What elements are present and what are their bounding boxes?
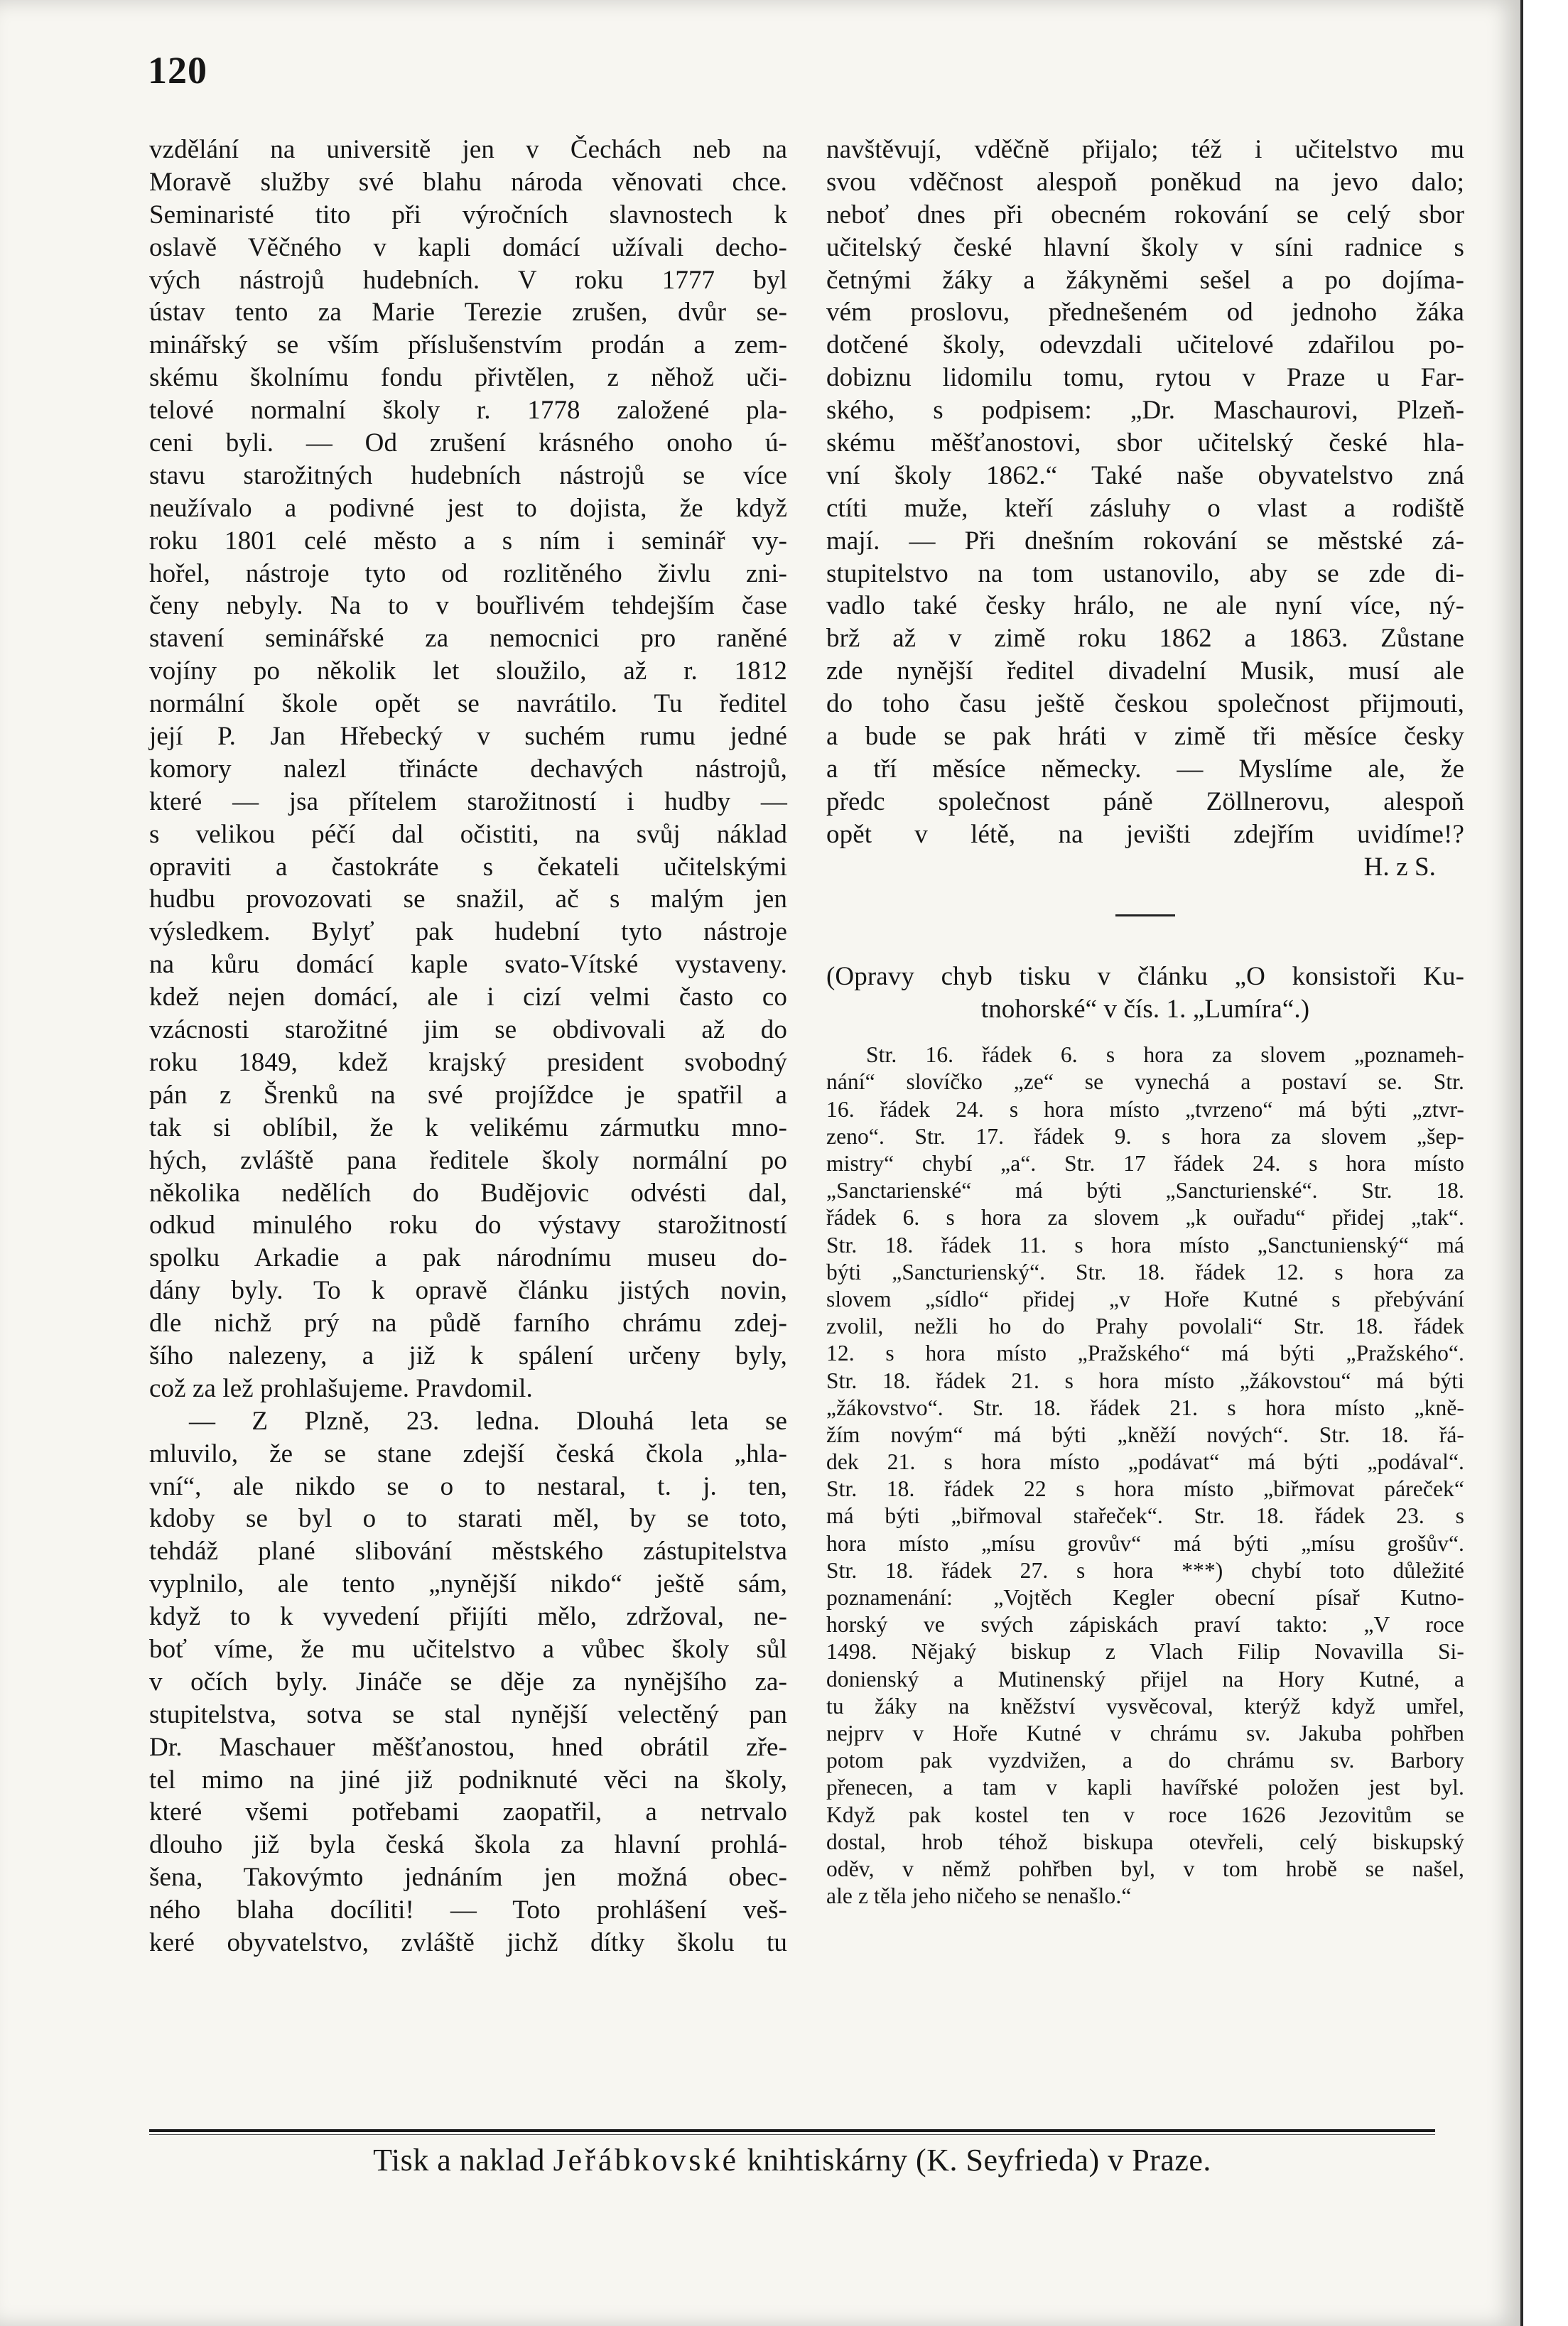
- corrections-line: má býti „biřmoval stařeček“. Str. 18. řádek 23. s: [826, 1503, 1464, 1529]
- left-column-line: šího nalezeny, a již k spálení určeny byly,: [149, 1341, 787, 1370]
- left-column: [149, 134, 787, 1959]
- left-column-line: stavu starožitných hudebních nástrojů se více: [149, 460, 787, 490]
- corrections-line: 1498. Nějaký biskup z Vlach Filip Novavilla Si-: [826, 1639, 1464, 1665]
- right-column-line: vém proslovu, přednešeném od jednoho žáka: [826, 298, 1464, 328]
- left-column-line: roku 1849, kdež krajský president svobodný: [149, 1047, 787, 1077]
- corrections-title: [826, 961, 1464, 1026]
- left-column-line: vojíny po několik let sloužilo, až r. 1812: [149, 656, 787, 686]
- left-column-line: šena, Takovýmto jednáním jen možná obec-: [149, 1863, 787, 1893]
- corrections-line: Str. 16. řádek 6. s hora za slovem „poznameh-: [866, 1042, 1464, 1068]
- footer-rule-thin: [149, 2134, 1435, 2135]
- left-column-line: ného blaha docíliti! — Toto prohlášení veš-: [149, 1895, 787, 1925]
- right-column-line: navštěvují, vděčně přijalo; též i učitelstvo mu: [826, 135, 1464, 164]
- corrections-line: Str. 18. řádek 27. s hora ***) chybí toto důležité: [826, 1557, 1464, 1583]
- imprint-prefix: Tisk a naklad: [373, 2143, 553, 2178]
- corrections-line: dostal, hrob téhož biskupa otevřeli, celý biskupský: [826, 1829, 1464, 1854]
- left-column-line: vzdělání na universitě jen v Čechách neb na: [149, 135, 787, 164]
- corrections-line: žím novým“ má býti „kněží nových“. Str. 18. řá-: [826, 1422, 1464, 1447]
- left-column-line: dlouho již byla česká škola za hlavní prohlá-: [149, 1830, 787, 1860]
- corrections-line: Když pak kostel ten v roce 1626 Jezovitům se: [826, 1802, 1464, 1827]
- right-column-line: dobiznu lidomilu tomu, rytou v Praze u Far-: [826, 363, 1464, 393]
- left-column-line: minářský se vším příslušenstvím prodán a zem-: [149, 330, 787, 360]
- left-column-line: normální škole opět se navrátilo. Tu ředitel: [149, 689, 787, 719]
- corrections-line: oděv, v němž pohřben byl, v tom hrobě se našel,: [826, 1856, 1464, 1881]
- left-column-line: skému školnímu fondu přivtělen, z něhož uči-: [149, 363, 787, 393]
- left-column-line: ceni byli. — Od zrušení krásného onoho ú-: [149, 428, 787, 458]
- left-column-line: komory nalezl třinácte dechavých nástrojů,: [149, 754, 787, 784]
- right-column-line: předc společnost páně Zöllnerovu, alespoň: [826, 786, 1464, 816]
- left-column-line: když to k vyvedení přijíti mělo, zdržoval, ne-: [149, 1602, 787, 1632]
- imprint-name: Jeřábkovské: [553, 2143, 740, 2178]
- left-column-line: dle nichž prý na půdě farního chrámu zdej-: [149, 1309, 787, 1338]
- left-column-line: dány byly. To k opravě článku jistých novin,: [149, 1276, 787, 1306]
- left-column-line: čeny nebyly. Na to v bouřlivém tehdejším čase: [149, 591, 787, 621]
- left-column-line: Dr. Maschauer měšťanostou, hned obrátil zře-: [149, 1732, 787, 1762]
- left-column-line: její P. Jan Hřebecký v suchém rumu jedné: [149, 722, 787, 752]
- left-column-line: tak si oblíbil, že k velikému zármutku mno-: [149, 1113, 787, 1142]
- right-column-line: opět v létě, na jevišti zdejřím uvidíme!?: [826, 819, 1464, 849]
- corrections-line: přeneсen, a tam v kapli havířské položen jest byl.: [826, 1775, 1464, 1800]
- corrections-line: zvolil, nežli ho do Prahy povolali“ Str. 18. řádek: [826, 1314, 1464, 1339]
- right-column-line: dotčené školy, odevzdali učitelové zdařilou po-: [826, 330, 1464, 360]
- corrections-line: mistry“ chybí „a“. Str. 17 řádek 24. s hora místo: [826, 1151, 1464, 1176]
- corrections-line: „Sanctarienské“ má býti „Sancturienské“. Str. 18.: [826, 1178, 1464, 1203]
- left-column-line: roku 1801 celé město a s ním i seminář vy-: [149, 526, 787, 556]
- right-column-line: stupitelstvo na tom ustanovilo, aby se zde di-: [826, 558, 1464, 588]
- corrections-line: donienský a Mutinenský přijel na Hory Kutné, a: [826, 1666, 1464, 1692]
- left-column-line: kdoby se byl o to starati měl, by se toto,: [149, 1504, 787, 1534]
- corrections-line: Str. 18. řádek 22 s hora místo „biřmovat páreček“: [826, 1476, 1464, 1502]
- left-column-line: což za lež prohlašujeme. Pravdomil.: [149, 1373, 533, 1403]
- corrections-line: potom pak vyzdvižen, a do chrámu sv. Barbory: [826, 1748, 1464, 1773]
- corrections-title-line: (Opravy chyb tisku v článku „O konsistoři Ku-: [826, 962, 1464, 992]
- corrections-line: řádek 6. s hora za slovem „k ouřadu“ přidej „tak“.: [826, 1205, 1464, 1230]
- left-column-line: ústav tento za Marie Terezie zrušen, dvůr se-: [149, 298, 787, 328]
- right-column-line: do toho času ještě českou společnost přijmouti,: [826, 689, 1464, 719]
- corrections-body: [826, 1042, 1464, 1910]
- left-column-line: Moravě služby své blahu národa věnovati chce.: [149, 167, 787, 197]
- right-column-line: mají. — Při dnešním rokování se městské zá-: [826, 526, 1464, 556]
- left-column-line: vzácnosti starožitné jim se obdivovali až do: [149, 1015, 787, 1045]
- corrections-line: zeno“. Str. 17. řádek 9. s hora za slovem „šep-: [826, 1123, 1464, 1149]
- left-column-line: — Z Plzně, 23. ledna. Dlouhá leta se: [189, 1406, 787, 1436]
- right-column-line: četnými žáky a žákyněmi sešel a po dojíma-: [826, 265, 1464, 295]
- left-column-line: hořel, nástroje tyto od rozlitěného živlu zni-: [149, 558, 787, 588]
- left-column-line: výsledkem. Bylyť pak hudební tyto nástroje: [149, 917, 787, 947]
- corrections-line: Str. 18. řádek 21. s hora místo „žákovstou“ má býti: [826, 1368, 1464, 1393]
- left-column-line: kdež nejen domácí, ale i cizí velmi často co: [149, 983, 787, 1012]
- right-column-line: ského, s podpisem: „Dr. Maschaurovi, Plzeň-: [826, 396, 1464, 426]
- left-column-line: které všemi potřebami zaopatřil, a netrvalo: [149, 1797, 787, 1827]
- corrections-line: slovem „sídlo“ přidej „v Hoře Kutné s přebývání: [826, 1286, 1464, 1311]
- left-column-line: boť víme, že mu učitelstvo a vůbec školy sůl: [149, 1634, 787, 1664]
- right-column-line: ctíti muže, kteří zásluhy o vlast a rodiště: [826, 493, 1464, 523]
- right-column-line: vní školy 1862.“ Také naše obyvatelstvo zná: [826, 460, 1464, 490]
- corrections-line: Str. 18. řádek 11. s hora místo „Sanctunienský“ má: [826, 1232, 1464, 1257]
- left-column-line: Seminaristé tito při výročních slavnostech k: [149, 200, 787, 229]
- corrections-line: nejprv v Hoře Kutné v chrámu sv. Jakuba pohřben: [826, 1720, 1464, 1746]
- right-column-line: H. z S.: [1363, 852, 1436, 882]
- left-column-line: s velikou péčí dal očistiti, na svůj náklad: [149, 819, 787, 849]
- right-column-line: svou vděčnost alespoň poněkud na jevo dalo;: [826, 167, 1464, 197]
- left-column-line: hudbu provozovati se snažil, ač s malým jen: [149, 885, 787, 914]
- left-column-line: které — jsa přítelem starožitností i hudby —: [149, 786, 787, 816]
- right-column-line: zde nynější ředitel divadelní Musik, musí ale: [826, 656, 1464, 686]
- left-column-line: stupitelstva, sotva se stal nynější velectěný pan: [149, 1699, 787, 1729]
- left-column-line: vní“, ale nikdo se o to nestaral, t. j. ten,: [149, 1471, 787, 1501]
- left-column-line: neužívalo a podivné jest to dojista, že když: [149, 493, 787, 523]
- corrections-line: nání“ slovíčko „ze“ se vynechá a postaví se. Str.: [826, 1069, 1464, 1095]
- corrections-line: ale z těla jeho ničeho se nenašlo.“: [826, 1883, 1132, 1909]
- right-column-line: brž až v zimě roku 1862 a 1863. Zůstane: [826, 624, 1464, 654]
- right-column-line: a bude se pak hráti v zimě tři měsíce česky: [826, 722, 1464, 752]
- left-column-line: hých, zvláště pana ředitele školy normální po: [149, 1145, 787, 1175]
- right-column-line: neboť dnes při obecném rokování se celý sbor: [826, 200, 1464, 229]
- right-column-line: skému měšťanostovi, sbor učitelský české hla-: [826, 428, 1464, 458]
- corrections-line: horský ve svých zápiskách praví takto: „V roce: [826, 1612, 1464, 1638]
- corrections-line: poznamenání: „Vojtěch Kegler obecní písař Kutno-: [826, 1585, 1464, 1611]
- left-column-line: opraviti a častokráte s čekateli učitelskými: [149, 852, 787, 882]
- right-column-line: vadlo také česky hrálo, ne ale nyní více, ný-: [826, 591, 1464, 621]
- right-column-line: a tří měsíce německy. — Myslíme ale, že: [826, 754, 1464, 784]
- left-column-line: stavení seminářské za nemocnici pro raněné: [149, 624, 787, 654]
- imprint-footer: [149, 2137, 1435, 2184]
- left-column-line: na kůru domácí kaple svato-Vítské vystaveny.: [149, 950, 787, 980]
- corrections-line: dek 21. s hora místo „podávat“ má býti „podával“.: [826, 1449, 1464, 1475]
- left-column-line: odkud minulého roku do výstavy starožitností: [149, 1211, 787, 1240]
- section-divider: [1115, 914, 1175, 916]
- left-column-line: pán z Šrenků na své projíždce je spatřil a: [149, 1080, 787, 1110]
- corrections-line: hora místo „mísu grovův“ má býti „mísu grošův“.: [826, 1530, 1464, 1556]
- left-column-line: keré obyvatelstvo, zvláště jichž dítky školu tu: [149, 1927, 787, 1957]
- left-column-line: oslavě Věčného v kapli domácí užívali decho-: [149, 232, 787, 262]
- left-column-line: v očích byly. Jináče se děje za nynějšího za-: [149, 1667, 787, 1697]
- corrections-line: 16. řádek 24. s hora místo „tvrzeno“ má býti „ztvr-: [826, 1096, 1464, 1122]
- corrections-line: tu žáky na kněžství vysvěcoval, kterýž když umřel,: [826, 1693, 1464, 1719]
- right-column: [826, 134, 1464, 1910]
- corrections-line: „žákovstvo“. Str. 18. řádek 21. s hora místo „kně-: [826, 1395, 1464, 1420]
- right-article: [826, 134, 1464, 883]
- corrections-line: býti „Sancturienský“. Str. 18. řádek 12. s hora za: [826, 1259, 1464, 1284]
- left-column-line: vyplnilo, ale tento „nynější nikdo“ ještě sám,: [149, 1569, 787, 1599]
- left-column-line: tehdáž plané slibování městského zástupitelstva: [149, 1537, 787, 1567]
- left-column-line: telové normalní školy r. 1778 založené pla-: [149, 396, 787, 426]
- left-column-line: vých nástrojů hudebních. V roku 1777 byl: [149, 265, 787, 295]
- right-column-line: učitelský české hlavní školy v síni radnice s: [826, 232, 1464, 262]
- corrections-title-line: tnohorské“ v čís. 1. „Lumíra“.): [980, 995, 1310, 1024]
- page-number: 120: [148, 49, 207, 92]
- footer-rule: [149, 2129, 1435, 2132]
- imprint-suffix: knihtiskárny (K. Seyfrieda) v Praze.: [739, 2143, 1211, 2178]
- left-column-line: několika nedělích do Budějovic odvésti dal,: [149, 1178, 787, 1208]
- corrections-line: 12. s hora místo „Pražského“ má býti „Pražského“.: [826, 1341, 1464, 1366]
- left-column-line: mluvilo, že se stane zdejší česká čkola „hla-: [149, 1439, 787, 1468]
- left-column-line: tel mimo na jiné již podniknuté věci na školy,: [149, 1765, 787, 1795]
- left-column-line: spolku Arkadie a pak národnímu museu do-: [149, 1243, 787, 1273]
